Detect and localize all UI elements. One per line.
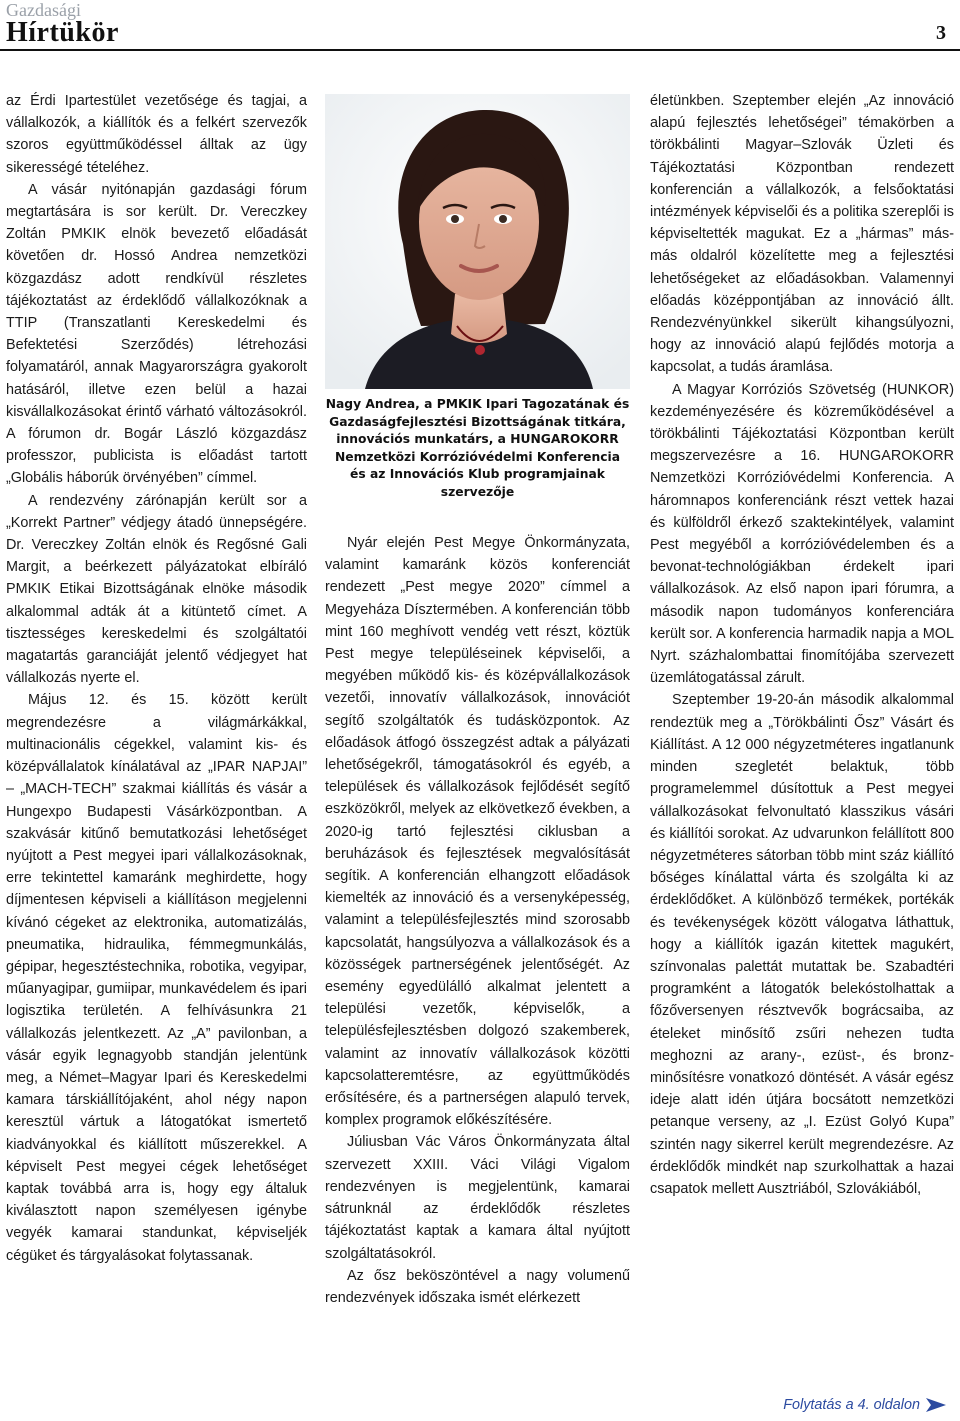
portrait-illustration [325,94,630,389]
arrow-right-icon [926,1398,946,1412]
article-paragraph: A vásár nyitónapján gazdasági fórum megtartására is sor került. Dr. Vereczkey Zoltán PMKIK elnök bevezető előadását követően dr. Hossó Andrea nemzetközi közgazdász adott rendkívül részletes tájékoztatást az érdeklődő vállalkozóknak a TTIP (Transzatlanti Kereskedelmi és Befektetési Szerződés) létrehozási folyamatáról, annak Magyarországra gyakorolt hatásáról, illetve ezen belül a hazai kisvállalkozásokat érintő várható változásokról. A fórumon dr. Bogár László közgazdász professzor, publicista is előadást tartott „Globális háborúk örvényében” címmel. [6,181,307,487]
column-left [6,90,307,1267]
article-paragraph: Az ősz beköszöntével a nagy volumenű rendezvények időszaka ismét elérkezett [325,1267,630,1306]
section-label: Gazdasági [6,0,81,20]
article-paragraph: A Magyar Korróziós Szövetség (HUNKOR) kezdeményezésére és közreműködésével a törökbálinti Tájékoztatási Központban került megszervezésre a 16. HUNGAROKORR Nemzetközi Korrózióvédelmi Konferencia. A háromnapos konferenciánk részt vettek hazai és külföldről érkező szaktekintélyek, valamint Pest megyéből a korrózióvédelemben és a bevonat-technológiákban érdekelt ipari vállalkozások. Az első napon ipari fórumra, a második napon tudományos konferenciára került sor. A konferencia harmadik napja a MOL Nyrt. százhalombattai finomítójába szervezett üzemlátogatással zárult. [650,381,954,687]
page-number: 3 [936,22,946,44]
article-paragraph: Szeptember 19-20-án második alkalommal rendeztük meg a „Törökbálinti Ősz” Vásárt és Kiállítást. A 12 000 négyzetméteres ingatlanunk minden szegletét belaktuk, több programelemmel dúsítottuk a Pest megyei vállalkozásokat felvonultató klasszikus vásári és kiállítói sorokat. Az udvarunkon felállított 800 négyzetméteres sátorban több mint száz kiállító bőséges kínálattal várta és szolgálta ki az érdeklődőket. A különböző termékek, portékák és tevékenységek között válogatva láthattuk, hogy a kiállítók igazán kitettek magukért, színvonalas palettát mutattak be. Szabadtéri programként a látogatók belekóstolhattak a főzőversenyen résztvevők bográcsaiba, az ételeket minősítő zsűri nehezen tudta meghozni az arany-, ezüst-, és bronz-minősítésre vonatkozó döntését. A vásár egész ideje alatt idén útjára bocsátott nemzetközi petanque verseny, az „I. Ezüst Golyó Kupa” szintén nagy sikerrel került megrendezésre. Az érdeklődők mindkét nap szurkolhattak a hazai csapatok mellett Ausztriából, Szlovákiából, [650,692,954,1197]
article-paragraph: Nyár elején Pest Megye Önkormányzata, valamint kamaránk közös konferenciát rendezett „Pest megye 2020” címmel a Megyeháza Dísztermében. A konferencián több mint 160 meghívott vendég vett részt, köztük Pest megye településeinek képviselői, a megyében működő kis- és középvállalkozások vezetői, innovatív vállalkozások, innovációt segítő szolgáltatók és tudásközpontok. Az előadások átfogó összegzést adtak a pályázati lehetőségekről, támogatásokról és egyéb, a települések és vállalkozások fejlődését segítő eszközökről, melyek az elkövetkező években, a 2020-ig tartó fejlesztési ciklusban a beruházások és fejlesztések megvalósítását segítik. A konferencián elhangzott előadások kiemelték az innováció és a versenyképesség, valamint a településfejlesztés mind szorosabb kapcsolatát, hangsúlyozva a vállalkozások és a közösségek partnerségének jelentőségét. Az esemény egyedülálló alkalmat jelentett a települési vezetők, képviselők, a településfejlesztésben dolgozó szakemberek, valamint az innovatív vállalkozások közötti kapcsolatteremtésre, az együttműködés erősítésére, és a partnerségen alapuló tervek, komplex programok előkészítésére. [325,535,630,1129]
page-header [0,0,960,72]
column-middle [325,532,630,1309]
column-right [650,90,954,1200]
article-paragraph: az Érdi Ipartestület vezetősége és tagjai, a vállalkozók, a kiállítók és a felkért szervezők szoros együttműködéssel álltak az ügy sikerességé tételéhez. [6,93,307,176]
photo-caption: Nagy Andrea, a PMKIK Ipari Tagozatának és Gazdaságfejlesztési Bizottságának titkára, innovációs munkatárs, a HUNGAROKORR Nemzetközi Korrózióvédelmi Konferencia és az Innovációs Klub programjainak szervezője [325,397,630,499]
portrait-photo [325,94,630,389]
article-paragraph: A rendezvény zárónapján került sor a „Korrekt Partner” védjegy átadó ünnepségére. Dr. Vereczkey Zoltán elnök és Regősné Gali Margit, a beérkezett pályázatokat elbíráló PMKIK Etikai Bizottságának elnöke második alkalommal adták át a kitüntető címet. A tisztességes kereskedelmi és szolgáltatói magatartás garanciáját jelentő védjegyet hat vállalkozás nyerte el. [6,492,307,687]
continuation-link[interactable] [783,1397,946,1413]
article-paragraph: életünkben. Szeptember elején „Az innováció alapú fejlesztés lehetőségei” témakörben a törökbálinti Magyar–Szlovák Üzleti és Tájékoztatási Központban rendezett konferencián a vállalkozók, a felsőoktatási intézmények képviselői és a politika szereplői is képviseltették magukat. Ez a „hármas” más-más oldalról közelítette meg a fejlesztési lehetőségeket az előadásokban. Valamennyi előadás középpontjában az innováció állt. Rendezvényünkkel sikerült kihangsúlyozni, hogy az innováció alapú fejlődés motorja a kapcsolat, a tudás áramlása. [650,93,954,376]
header-rule [0,49,960,51]
continuation-text: Folytatás a 4. oldalon [783,1397,920,1413]
publication-title: Hírtükör [6,17,119,48]
article-paragraph: Május 12. és 15. között került megrendezésre a világmárkákkal, multinacionális cégekkel, valamint kis- és középvállalatok kínálatával az „IPAR NAPJAI” – „MACH-TECH” szakmai kiállítás és vásár a Hungexpo Budapesti Vásárközpontban. A szakvásár kitűnő bemutatkozási lehetőséget nyújtott a Pest megyei ipari vállalkozásoknak, erre tekintettel kamaránk meghirdette, hogy díjmentesen képviseli a kiállításon megjelenni kívánó cégeket az elektronika, automatizálás, pneumatika, hidraulika, fémmegmunkálás, gépipar, hegesztéstechnika, robotika, vegyipar, műanyagipar, gumiipar, munkavédelem és ipari logisztika területén. A felhívásunkra 21 vállalkozás jelentkezett. Az „A” pavilonban, a vásár egyik legnagyobb standján jelentünk meg, a Német–Magyar Ipari és Kereskedelmi kamara társkiállítójaként, ahol négy napon keresztül vártuk a látogatókat ismertető kiadványokkal és kiállított műszerekkel. A képviselt Pest megyei cégek lehetőséget kaptak továbbá arra is, hogy egy általuk kiválasztott napon személyesen igénybe vegyék kamarai standunkat, képviseljék cégüket és tárgyalásokat folytassanak. [6,692,307,1264]
article-paragraph: Júliusban Vác Város Önkormányzata által szervezett XXIII. Váci Világi Vigalom rendezvényen is megjelentünk, kamarai sátrunknál az érdeklődők részletes tájékoztatást kaptak a kamara által nyújtott szolgáltatásokról. [325,1134,630,1262]
